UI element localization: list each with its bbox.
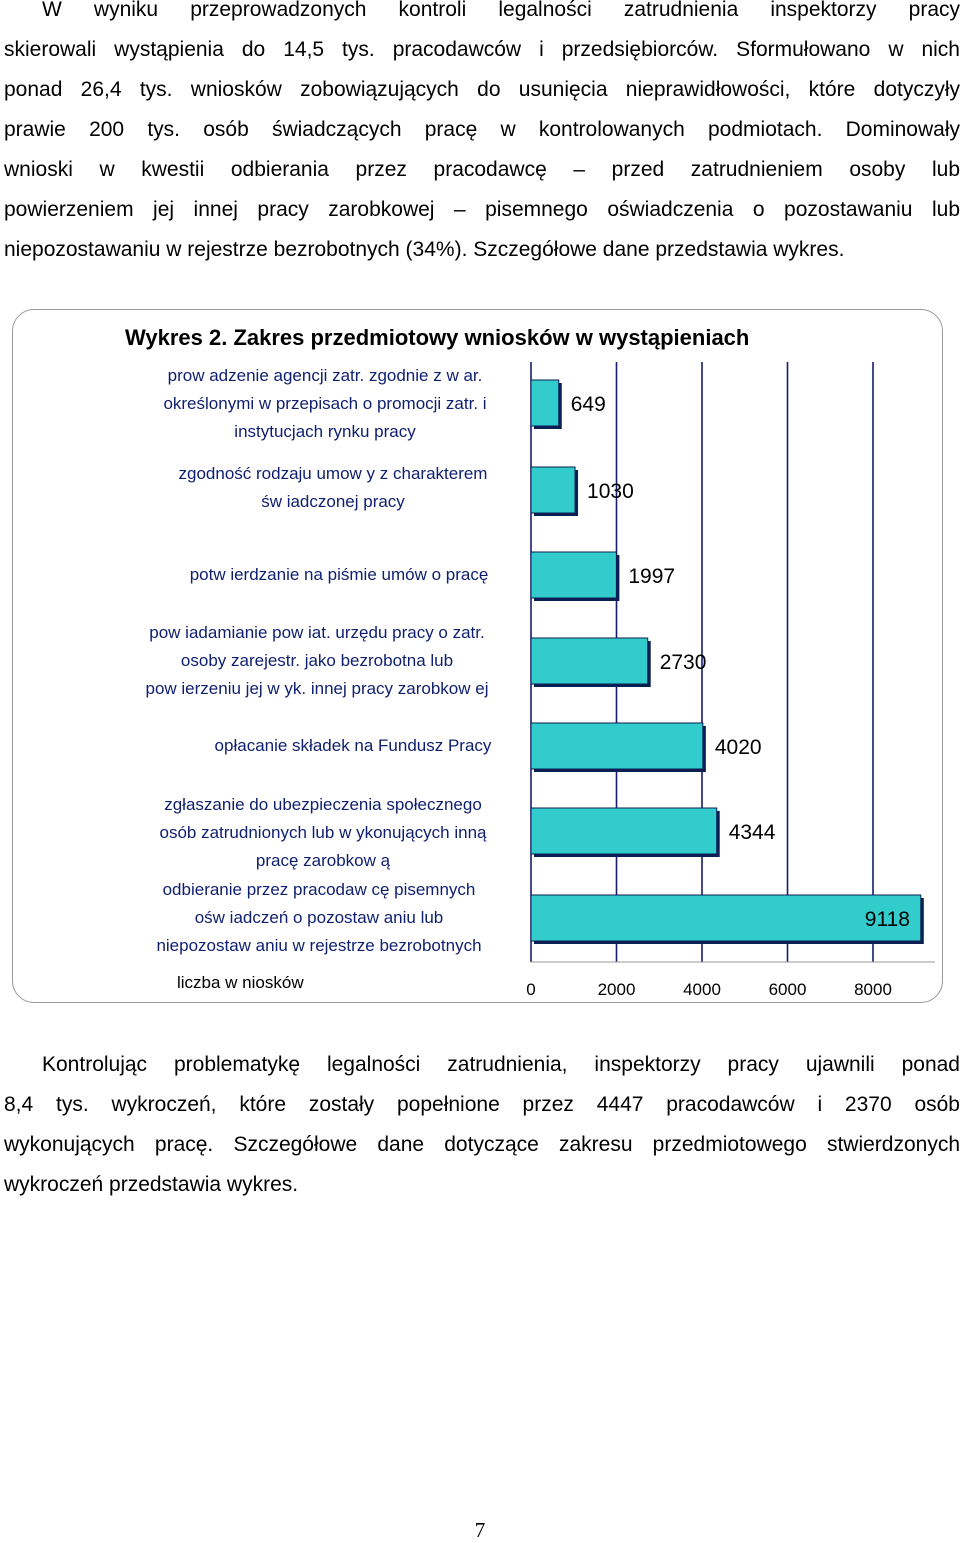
x-axis-title: liczba w niosków [177,973,304,992]
bar [531,467,575,513]
paragraph-line: powierzeniem jej innej pracy zarobkowej – pisemnego oświadczenia o pozostawaniu lub [4,198,960,221]
category-label: instytucjach rynku pracy [234,422,416,441]
category-label: św iadczonej pracy [261,492,405,511]
data-label: 649 [570,393,606,416]
data-label: 1997 [628,565,676,588]
bar-chart [13,310,942,1002]
category-label: zgłaszanie do ubezpieczenia społecznego [164,795,482,814]
data-label: 2730 [659,651,707,674]
category-label: potw ierdzanie na piśmie umów o pracę [189,565,489,584]
chart-title: Wykres 2. Zakres przedmiotowy wniosków w wystąpieniach [125,325,750,350]
page-number: 7 [474,1518,486,1542]
category-label: ośw iadczeń o pozostaw aniu lub [194,908,444,927]
category-labels [146,366,492,955]
data-label: 4020 [714,736,762,759]
x-tick-label: 0 [526,980,536,999]
category-label: prow adzenie agencji zatr. zgodnie z w ar. [167,366,483,385]
category-label: określonymi w przepisach o promocji zatr. i [163,394,487,413]
bar [531,723,703,769]
paragraph-line: Kontrolując problematykę legalności zatrudnienia, inspektorzy pracy ujawnili ponad [42,1053,960,1076]
paragraph-wystapienia [4,0,960,270]
paragraph-line: ponad 26,4 tys. wniosków zobowiązujących do usunięcia nieprawidłowości, które dotyczyły [4,78,960,101]
x-tick-label: 6000 [768,980,807,999]
paragraph-line: wykroczeń przedstawia wykres. [4,1173,299,1196]
paragraph-line: wykonujących pracę. Szczegółowe dane dotyczące zakresu przedmiotowego stwierdzonych [4,1133,960,1156]
x-tick-label: 4000 [683,980,721,999]
data-label: 1030 [587,480,634,503]
bar [531,808,717,854]
category-label: osób zatrudnionych lub w ykonujących inną [159,823,487,842]
paragraph-line: niepozostawaniu w rejestrze bezrobotnych (34%). Szczegółowe dane przedstawia wykres. [4,238,845,261]
category-label: osoby zarejestr. jako bezrobotna lub [180,651,454,670]
category-label: niepozostaw aniu w rejestrze bezrobotnych [156,936,482,955]
data-label: 9118 [864,908,910,931]
category-label: opłacanie składek na Fundusz Pracy [214,736,492,755]
category-label: pracę zarobkow ą [255,851,391,870]
data-label: 4344 [728,821,776,844]
category-label: pow ierzeniu jej w yk. innej pracy zarobkow ej [145,679,489,698]
bar [531,380,559,426]
x-tick-label: 8000 [854,980,892,999]
category-label: zgodność rodzaju umow y z charakterem [178,464,488,483]
chart-frame [12,309,943,1003]
bar [531,638,648,684]
paragraph-line: W wyniku przeprowadzonych kontroli legalności zatrudnienia inspektorzy pracy [42,0,960,21]
paragraph-line: skierowali wystąpienia do 14,5 tys. pracodawców i przedsiębiorców. Sformułowano w nich [4,38,960,61]
paragraph-wykroczenia [4,1045,960,1205]
bar [531,552,616,598]
x-tick-labels [526,980,892,999]
paragraph-line: 8,4 tys. wykroczeń, które zostały popełnione przez 4447 pracodawców i 2370 osób [4,1093,960,1116]
x-tick-label: 2000 [597,980,636,999]
category-label: pow iadamianie pow iat. urzędu pracy o zatr. [149,623,485,642]
category-label: odbieranie przez pracodaw cę pisemnych [162,880,476,899]
paragraph-line: wnioski w kwestii odbierania przez pracodawcę – przed zatrudnieniem osoby lub [4,158,960,181]
bar [531,895,921,941]
bars [531,380,924,944]
paragraph-line: prawie 200 tys. osób świadczących pracę w kontrolowanych podmiotach. Dominowały [4,118,960,141]
